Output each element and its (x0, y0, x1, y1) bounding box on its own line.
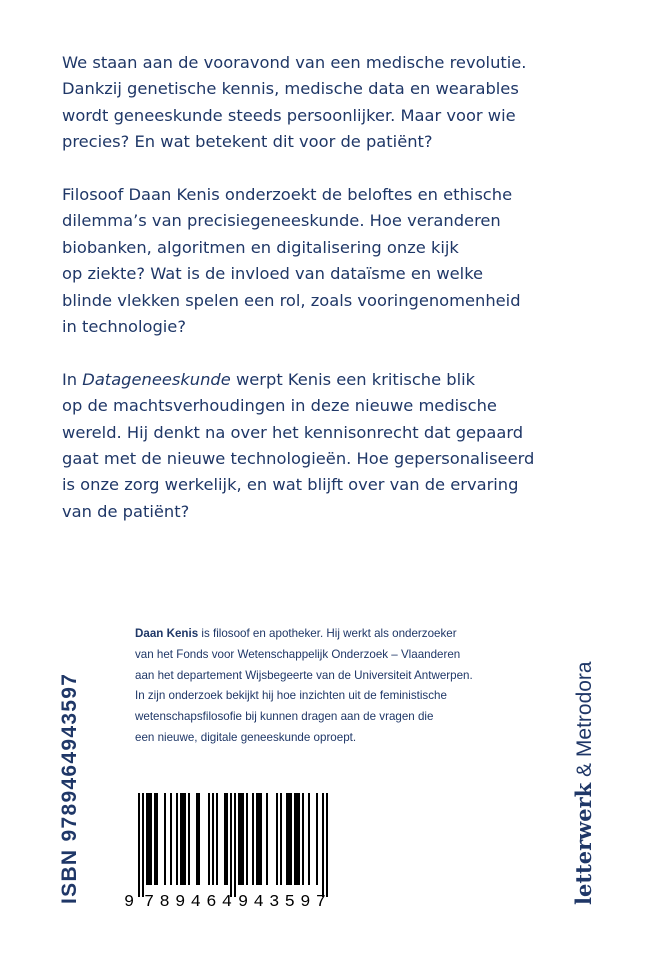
blurb-paragraph (62, 367, 542, 525)
isbn-label: ISBN 9789464943597 (58, 672, 81, 904)
barcode-bar (316, 793, 318, 885)
publisher-name-bold: letterwerk (571, 782, 596, 905)
author-bio-text: is filosoof en apotheker. Hij werkt als onderzoeker van het Fonds voor Wetenschappelijk Onderzoek – Vlaanderen aan het departement Wijsbegeerte van de Universiteit Antwerpen. In zijn onderzoek bekijkt hij hoe inzichten uit de feministische wetenschapsfilosofie bij kunnen dragen aan de vragen die een nieuwe, digitale geneeskunde oproept. (135, 627, 473, 744)
barcode-bar (256, 793, 262, 885)
barcode-bar (142, 793, 144, 897)
barcode-bar (230, 793, 232, 897)
blurb-paragraph: We staan aan de vooravond van een medische revolutie. Dankzij genetische kennis, medische data en wearables wordt geneeskunde steeds persoonlijker. Maar voor wie precies? En wat betekent dit voor de patiënt? (62, 53, 527, 152)
barcode-bars (138, 793, 328, 897)
barcode-bar (246, 793, 248, 885)
author-bio (135, 624, 535, 749)
book-title: Datageneeskunde (82, 369, 231, 389)
publisher-logo (571, 661, 597, 905)
barcode-bar (196, 793, 200, 885)
barcode-digit-first: 9 (124, 893, 135, 910)
barcode-bar (276, 793, 278, 885)
barcode-bar (164, 793, 166, 885)
barcode-bar (208, 793, 210, 885)
barcode-bar (216, 793, 218, 885)
barcode-bar (286, 793, 292, 885)
barcode-bar (234, 793, 236, 897)
barcode-digits-left: 789464 (144, 893, 232, 910)
barcode-bar (212, 793, 214, 885)
blurb-paragraph: Filosoof Daan Kenis onderzoekt de beloftes en ethische dilemma’s van precisiegeneeskunde. Hoe veranderen biobanken, algoritmen en digitalisering onze kijk op ziekte? Wat is de invloed van dataïsme en welke blinde vlekken spelen een rol, zoals vooringenomenheid in technologie? (62, 185, 521, 337)
barcode-bar (188, 793, 190, 885)
barcode-bar (154, 793, 158, 885)
barcode-bar (280, 793, 282, 885)
barcode (122, 793, 337, 910)
barcode-bar (302, 793, 304, 885)
blurb-text: werpt Kenis een kritische blik op de machtsverhoudingen in deze nieuwe medische wereld. Hij denkt na over het kennisonrecht dat gepaard gaat met de nieuwe technologieën. Hoe gepersonaliseerd is onze zorg werkelijk, en wat blijft over van de ervaring van de patiënt? (62, 369, 535, 521)
barcode-bar (252, 793, 254, 885)
barcode-bar (322, 793, 324, 897)
blurb-text: In (62, 369, 83, 389)
barcode-bar (326, 793, 328, 897)
publisher-name-rest: & Metrodora (573, 661, 596, 783)
barcode-bar (146, 793, 152, 885)
barcode-bar (224, 793, 228, 885)
barcode-bar (308, 793, 310, 885)
barcode-digits-right: 943597 (238, 893, 326, 910)
barcode-bar (170, 793, 172, 885)
barcode-bar (138, 793, 140, 897)
barcode-bar (238, 793, 244, 885)
barcode-bar (180, 793, 186, 885)
back-cover-blurb (62, 50, 542, 552)
barcode-bar (176, 793, 178, 885)
barcode-bar (266, 793, 268, 885)
barcode-bar (294, 793, 300, 885)
author-name: Daan Kenis (135, 627, 199, 640)
